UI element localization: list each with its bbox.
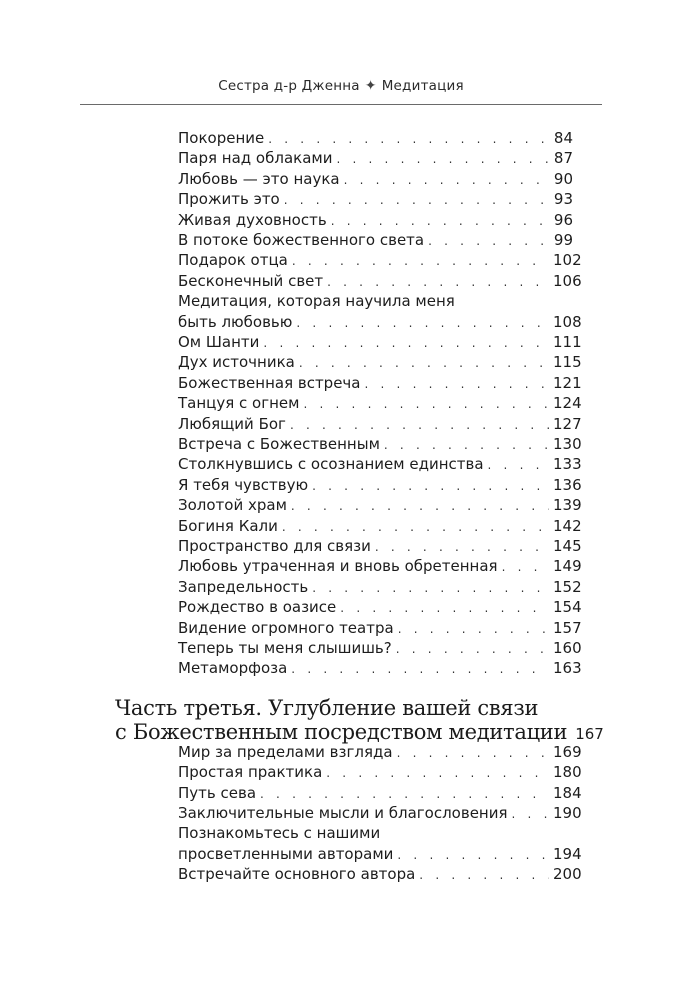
toc-entry-page: 111 [553, 333, 582, 351]
toc-entry[interactable] [178, 311, 582, 333]
toc-entry-page: 149 [553, 557, 582, 576]
toc-entry[interactable] [178, 127, 573, 149]
toc-entry-title: Золотой храм [178, 496, 287, 515]
toc-entry-page: 106 [553, 271, 582, 290]
toc-entry-title: Столкнувшись с осознанием единства [178, 455, 484, 474]
toc-entry-page: 90 [553, 169, 573, 188]
toc-entry-page: 142 [553, 516, 582, 535]
toc-entry-title: Ом Шанти [178, 333, 260, 351]
toc-entry-page: 84 [553, 129, 573, 147]
toc-entry-page: 136 [553, 475, 582, 494]
toc-entry[interactable] [178, 657, 582, 679]
toc-entry-title: Дух источника [178, 353, 295, 372]
toc-entry-title-line1: Медитация, которая научила меня [178, 292, 455, 311]
toc-entry[interactable] [178, 576, 582, 598]
toc-entry[interactable] [178, 168, 573, 190]
toc-entry[interactable] [178, 249, 582, 271]
header-author: Сестра д-р Дженна [218, 78, 360, 94]
toc-entry-title: Встреча с Божественным [178, 435, 380, 453]
toc-entry-page: 194 [553, 844, 582, 863]
toc-entry-page: 133 [553, 455, 582, 474]
toc-entry-title: просветленными авторами [178, 844, 394, 863]
toc-entry-page: 121 [553, 373, 582, 392]
toc-entry-page: 87 [553, 149, 573, 168]
toc-entry-page: 139 [553, 496, 582, 515]
toc-entry[interactable] [178, 229, 573, 251]
toc-entry-title: Танцуя с огнем [178, 394, 300, 413]
toc-entry-page: 154 [553, 598, 582, 617]
toc-entry[interactable] [178, 351, 582, 373]
toc-entry-title: Встречайте основного автора [178, 865, 416, 884]
toc-entry-title: Богиня Кали [178, 516, 278, 535]
toc-entry[interactable] [178, 188, 573, 210]
part-heading-line2: с Божественным посредством медитации [115, 719, 568, 744]
toc-entry[interactable] [178, 147, 573, 169]
toc-entry[interactable] [178, 617, 582, 639]
toc-entry[interactable] [178, 331, 582, 353]
toc-entry-title: Рождество в оазисе [178, 598, 337, 617]
toc-entry-page: 163 [553, 659, 582, 678]
toc-entry-title: Подарок отца [178, 251, 288, 270]
toc-entry[interactable] [178, 761, 582, 783]
part-heading-line1: Часть третья. Углубление вашей связи [115, 695, 539, 720]
toc-entry[interactable] [178, 515, 582, 537]
toc-entry-page: 102 [553, 251, 582, 270]
toc-entry-title: Любящий Бог [178, 414, 286, 433]
toc-entry[interactable] [178, 474, 582, 496]
toc-entry[interactable] [178, 782, 582, 804]
toc-entry-title: Прожить это [178, 190, 280, 209]
toc-entry-title: Запредельность [178, 577, 309, 596]
toc-entry-page: 152 [553, 577, 582, 596]
toc-entry-title-line1: Познакомьтесь с нашими [178, 824, 381, 843]
toc-entry-title: Простая практика [178, 763, 323, 782]
toc-entry-page: 124 [553, 394, 582, 413]
dot-leader [512, 803, 549, 825]
toc-entry-title: Бесконечный свет [178, 271, 324, 290]
toc-entry-title: Мир за пределами взгляда [178, 742, 393, 761]
toc-entry-page: 99 [553, 231, 573, 249]
toc-entry[interactable] [178, 433, 582, 455]
toc-entry-title: Паря над облаками [178, 149, 333, 168]
toc-entry-title: Покорение [178, 129, 265, 147]
toc-entry-page: 180 [553, 763, 582, 782]
toc-entry[interactable] [178, 843, 582, 865]
toc-entry[interactable] [178, 209, 573, 231]
toc-entry-page: 115 [553, 353, 582, 372]
toc-entry[interactable] [178, 413, 582, 435]
toc-entry-title: Живая духовность [178, 210, 327, 229]
toc-entry-title: Божественная встреча [178, 373, 361, 392]
toc-entry-title: В потоке божественного света [178, 231, 425, 249]
toc-entry-title: Теперь ты меня слышишь? [178, 639, 392, 657]
toc-entry[interactable] [178, 741, 582, 763]
toc-entry-page: 145 [553, 537, 582, 555]
toc-entry[interactable] [178, 863, 582, 885]
toc-entry-title: Метаморфоза [178, 659, 288, 678]
toc-entry-title: Я тебя чувствую [178, 475, 309, 494]
toc-entry-page: 160 [553, 639, 582, 657]
toc-entry[interactable] [178, 535, 582, 557]
toc-entry[interactable] [178, 372, 582, 394]
header-rule [80, 104, 602, 105]
toc-entry-title: Любовь утраченная и вновь обретенная [178, 557, 498, 576]
dot-leader [419, 864, 549, 886]
toc-entry-page: 108 [553, 312, 582, 331]
toc-entry-title: Любовь — это наука [178, 169, 340, 188]
toc-entry[interactable] [178, 453, 582, 475]
toc-entry-title: Видение огромного театра [178, 618, 394, 637]
toc-entry[interactable] [178, 494, 582, 516]
toc-entry[interactable] [178, 270, 582, 292]
dot-leader [291, 658, 549, 680]
toc-entry[interactable] [178, 392, 582, 414]
header-title: Медитация [381, 78, 464, 94]
toc-entry-page: 96 [553, 210, 573, 229]
toc-entry-page: 130 [553, 435, 582, 453]
toc-entry[interactable] [178, 555, 582, 577]
toc-entry-title: Путь сева [178, 783, 257, 802]
toc-entry-title: быть любовью [178, 312, 293, 331]
toc-entry-title: Заключительные мысли и благословения [178, 804, 508, 822]
part-heading-page: 167 [575, 724, 604, 743]
toc-entry-page: 200 [553, 865, 582, 884]
toc-entry[interactable] [178, 802, 582, 824]
running-head [0, 78, 682, 94]
toc-entry-page: 127 [553, 414, 582, 433]
toc-entry-page: 169 [553, 742, 582, 761]
toc-entry[interactable] [178, 637, 582, 659]
toc-entry-title: Пространство для связи [178, 537, 371, 555]
toc-entry-page: 184 [553, 783, 582, 802]
toc-entry[interactable] [178, 596, 582, 618]
toc-entry-page: 190 [553, 804, 582, 822]
toc-entry-page: 157 [553, 618, 582, 637]
star-ornament-icon: ✦ [364, 78, 377, 94]
toc-entry-page: 93 [553, 190, 573, 209]
